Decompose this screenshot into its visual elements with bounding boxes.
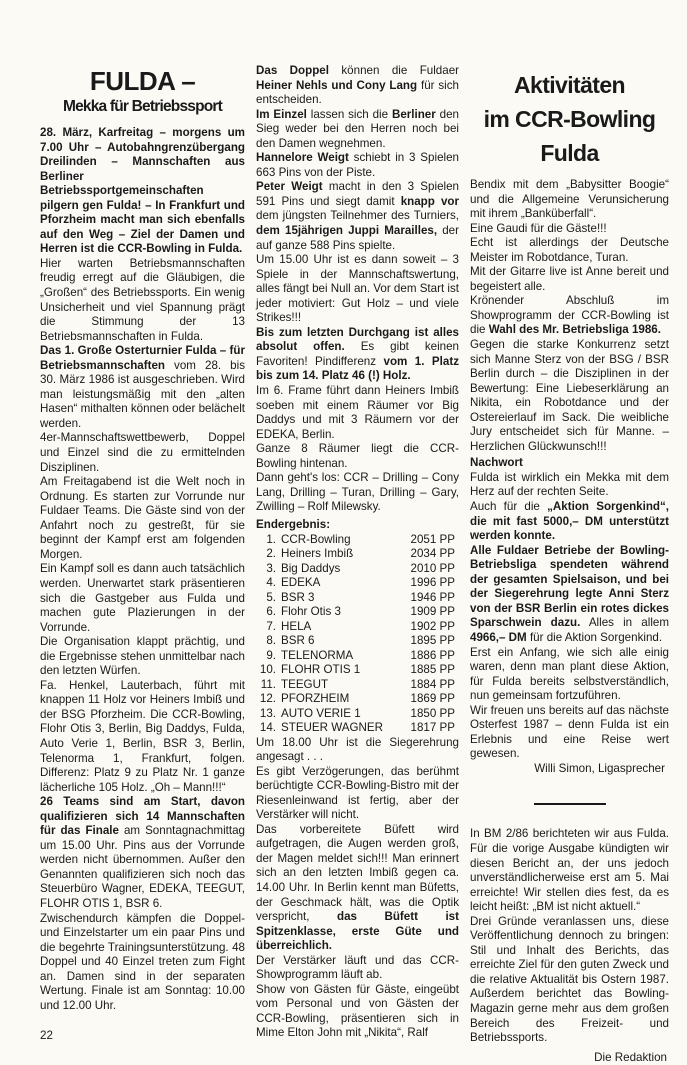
result-team: HELA	[281, 619, 312, 633]
right-article	[470, 64, 669, 1065]
results-row	[256, 663, 459, 678]
result-team: BSR 3	[281, 590, 315, 604]
result-team: TELENORMA	[281, 648, 354, 662]
paragraph	[40, 126, 245, 257]
text-run: Fa. Henkel, Lauterbach, führt mit knappen 11 Holz vor Heiners Imbiß und der BSG Pforzheim. Die CCR-Bowling, Flohr Otis 3, Berlin, Big Daddys, Fulda, Auto Verie 1, Berlin, BSR 3, Berlin, Telenorma 1, Frankfurt, folgen. Differenz: Platz 9 zu Platz Nr. 1 ganze lächerliche 105 Holz. „Oh – Mann!!!“	[40, 678, 245, 794]
result-team: EDEKA	[281, 576, 321, 589]
bold-text-run: 26 Teams sind am Start, davon qualifizieren sich 14 Mannschaften für das Finale	[40, 795, 245, 838]
result-team: FLOHR OTIS 1	[281, 663, 361, 676]
result-score: 2051 PP	[410, 532, 455, 546]
paragraph	[470, 338, 669, 454]
paragraph	[256, 471, 459, 515]
text-run: Hier warten Betriebsmannschaften freudig erregt auf die Gläubigen, die „Großen“ des Betriebssports. Ein wenig Unsicherheit und viel Spannung prägt die Stimmung der 13 Betriebsmannschaften in Fulda.	[40, 256, 245, 343]
paragraph	[256, 180, 459, 253]
result-team: CCR-Bowling	[281, 532, 351, 546]
signature: Willi Simon, Ligasprecher	[534, 761, 665, 775]
text-run: Die Organisation klappt prächtig, und die Ergebnisse stehen unmittelbar nach den letzten Würfen.	[40, 635, 245, 678]
paragraph	[40, 562, 245, 635]
left-article	[40, 64, 245, 1044]
paragraph	[40, 257, 245, 344]
paragraph	[256, 384, 459, 442]
paragraph	[470, 704, 669, 762]
bold-text-run: knapp vor	[400, 194, 460, 208]
text-run: der auf ganze 588 Pins spielte.	[256, 224, 459, 252]
bold-text-run: Das 1. Große Osterturnier Fulda – für Betriebsmannschaften	[40, 344, 245, 372]
text-run: Alles in allem	[580, 616, 669, 630]
result-rank: 10.	[259, 663, 276, 676]
divider	[534, 803, 606, 805]
editor-signature: Die Redaktion	[594, 1050, 667, 1064]
middle-body-before	[256, 64, 459, 515]
result-team: BSR 6	[281, 634, 315, 647]
paragraph	[256, 983, 459, 1041]
result-rank: 6.	[266, 605, 276, 618]
result-rank: 12.	[259, 692, 276, 705]
bold-text-run: dem 15jährigen Juppi Marailles,	[256, 224, 438, 238]
text-run: macht in den 3 Spielen 591 Pins und siegt damit	[256, 180, 459, 208]
paragraph	[256, 151, 459, 180]
paragraph	[40, 635, 245, 679]
bold-text-run: Hannelore Weigt	[256, 151, 349, 165]
paragraph	[470, 294, 669, 338]
text-run: Fulda ist wirklich ein Mekka mit dem Herz auf der rechten Seite.	[470, 470, 669, 499]
text-run: für sich entscheiden.	[256, 78, 459, 107]
bold-text-run: Das Doppel	[256, 64, 329, 77]
text-run: Dann geht's los: CCR – Drilling – Cony Lang, Drilling – Turan, Drilling – Gary, Zwilling – Rolf Milewsky.	[256, 471, 459, 514]
paragraph	[256, 736, 459, 765]
text-run: Mit der Gitarre live ist Anne bereit und begeistert alle.	[470, 265, 669, 293]
result-rank: 2.	[266, 547, 276, 560]
result-rank: 14.	[259, 721, 276, 734]
text-run: Es gibt keinen Favoriten! Pindifferenz	[256, 340, 459, 368]
bold-text-run: Im Einzel	[256, 107, 307, 121]
result-team: TEEGUT	[281, 677, 329, 691]
text-run: am Sonntagnachmittag um 15.00 Uhr. Pins aus der Vorrunde werden nicht übernommen. Außer den Genannten qualifizieren sich noch das Steuerbüro Wagner, EDEKA, TEEGUT, FLOHR OTIS 1, BSR 6.	[40, 824, 245, 910]
results-row	[256, 605, 459, 620]
middle-body-after	[256, 736, 459, 1041]
text-run: Auch für die	[470, 500, 548, 514]
results-row	[256, 678, 459, 693]
result-score: 1895 PP	[410, 634, 455, 647]
result-rank: 4.	[266, 576, 276, 589]
result-rank: 11.	[260, 677, 276, 691]
bold-text-run: Bis zum letzten Durchgang ist alles absolut offen.	[256, 325, 459, 354]
headline-line: Mekka für Betriebssport	[62, 98, 223, 115]
editor-note	[470, 827, 669, 1045]
bold-text-run: Wahl des Mr. Betriebsliga 1986.	[488, 323, 661, 337]
right-headline	[470, 68, 669, 170]
paragraph	[470, 915, 669, 1046]
bold-text-run: Alle Fuldaer Betriebe der Bowling-Betriebsliga spendeten während der gesamten Spielsaison, und bei der Siegerehrung legte Anni Sterz von der BSR Berlin ein rotes dickes Sparschwein dazu.	[470, 543, 669, 630]
text-run: dem jüngsten Teilnehmer des Turniers,	[256, 209, 459, 223]
results-row	[256, 721, 459, 736]
paragraph	[470, 827, 669, 914]
bold-text-run: „Aktion Sorgenkind“, die mit fast 5000,– DM unterstützt werden konnte.	[470, 500, 670, 543]
results-row	[256, 649, 459, 664]
headline-line: Aktivitäten	[514, 72, 625, 98]
nachwort-body	[470, 471, 669, 762]
paragraph	[256, 108, 459, 152]
paragraph	[470, 471, 669, 500]
text-run: Ganze 8 Räumer liegt die CCR-Bowling hintenan.	[256, 442, 459, 470]
text-run: für die Aktion Sorgenkind.	[526, 630, 663, 644]
results-heading: Endergebnis:	[256, 517, 331, 531]
paragraph	[40, 475, 245, 562]
text-run: Eine Gaudi für die Gäste!!!	[470, 221, 607, 235]
paragraph	[40, 344, 245, 431]
result-score: 1885 PP	[410, 663, 455, 676]
paragraph	[40, 795, 245, 911]
result-rank: 7.	[266, 619, 276, 633]
paragraph	[256, 823, 459, 954]
paragraph	[470, 222, 669, 237]
text-run: schiebt in 3 Spielen 663 Pins von der Piste.	[256, 151, 459, 179]
results-row	[256, 591, 459, 606]
result-rank: 1.	[266, 532, 276, 546]
headline-line: im CCR-Bowling	[483, 106, 656, 132]
results-row	[256, 692, 459, 707]
paragraph	[40, 912, 245, 1014]
text-run: Um 15.00 Uhr ist es dann soweit – 3 Spiele in der Mannschaftswertung, alles fängt bei Null an. Vor dem Start ist jeder motiviert: Gut Holz – und viele Strikes!!!	[256, 253, 459, 325]
results-row	[256, 634, 459, 649]
result-rank: 3.	[266, 561, 276, 575]
text-run: Wir freuen uns bereits auf das nächste Osterfest 1987 – denn Fulda ist ein Erlebnis und eine Reise wert gewesen.	[470, 703, 669, 761]
result-score: 1884 PP	[410, 677, 455, 691]
headline-line: FULDA –	[89, 66, 196, 96]
text-run: Show von Gästen für Gäste, eingeübt vom Personal und von Gästen der CCR-Bowling, präsentieren sich in Mime Elton John mit „Nikita“, Ralf	[256, 982, 459, 1040]
bold-text-run: vom 1. Platz bis zum 14. Platz 46 (!) Holz.	[256, 354, 459, 383]
text-run: Gegen die starke Konkurrenz setzt sich Manne Sterz von der BSG / BSR Berlin durch – die Disziplinen in der Bewertung: Eine Liebeserklärung an Nikita, ein Robotdance und der Ostereierlauf im Sack. Die weibliche Jury entscheidet sich für Manne. – Herzlichen Glückwunsch!!!	[470, 338, 669, 453]
result-score: 1817 PP	[410, 721, 455, 734]
bold-text-run: 4966,– DM	[470, 630, 527, 644]
text-run: Ein Kampf soll es dann auch tatsächlich werden. Unerwartet stark präsentieren sich die Gastgeber aus Fulda und machen gute Plazierungen in der Vorrunde.	[40, 562, 245, 634]
result-score: 1909 PP	[410, 605, 455, 618]
left-article-body	[40, 126, 245, 1013]
text-run: Das vorbereitete Büfett wird aufgetragen, die Augen werden groß, der Magen meldet sich!!! Man erinnert sich an den letzten Imbiß gegen ca. 14.00 Uhr. In Berlin kennt man Büfetts, der Geschmack hält, was die Optik verspricht,	[256, 822, 459, 924]
text-run: Drei Gründe veranlassen uns, diese Veröffentlichung dennoch zu bringen: Stil und Inhalt des Berichts, das erreichte Ziel für den guten Zweck und die relative Aktualität bis Ostern 1987. Außerdem berichtet das Bowling-Magazin gerne mehr aus dem großen Bereich des Freizeit- und Betriebssports.	[470, 914, 669, 1045]
result-rank: 5.	[266, 590, 276, 604]
result-score: 1946 PP	[410, 590, 455, 604]
result-team: Big Daddys	[281, 561, 341, 575]
text-run: Der Verstärker läuft und das CCR-Showprogramm läuft ab.	[256, 953, 459, 982]
result-score: 2010 PP	[410, 561, 455, 575]
paragraph	[256, 64, 459, 108]
text-run: 4er-Mannschaftswettbewerb, Doppel und Einzel sind die zu ermittelnden Disziplinen.	[40, 431, 245, 474]
paragraph	[470, 178, 669, 222]
results-row	[256, 547, 459, 562]
text-run: können die Fuldaer	[328, 64, 460, 77]
text-run: Krönender Abschluß im Showprogramm der CCR-Bowling ist die	[470, 294, 669, 337]
text-run: vom 28. bis 30. März 1986 ist ausgeschrieben. Wird man leistungsmäßig mit den „alten Hasen“ mithalten können oder belächelt werden.	[40, 358, 245, 430]
paragraph	[256, 954, 459, 983]
paragraph	[256, 765, 459, 823]
result-team: Flohr Otis 3	[281, 605, 341, 618]
result-score: 2034 PP	[410, 547, 455, 560]
text-run: Im 6. Frame führt dann Heiners Imbiß soeben mit einem Räumer vor Big Daddys und mit 3 Räumern vor der EDEKA, Berlin.	[256, 384, 459, 441]
result-rank: 9.	[266, 648, 276, 662]
bold-text-run: 28. März, Karfreitag – morgens um 7.00 Uhr – Autobahngrenzübergang Dreilinden – Mannschaften aus Berliner Betriebssportgemeinschaften pilgern gen Fulda! – In Frankfurt und Pforzheim macht man sich ebenfalls auf den Weg – Ziel der Damen und Herren ist die CCR-Bowling in Fulda.	[40, 126, 245, 256]
result-score: 1886 PP	[410, 648, 455, 662]
text-run: Zwischendurch kämpfen die Doppel- und Einzelstarter um ein paar Pins und die begehrte Trainingsunterstützung. 48 Doppel und 40 Einzel treten zum Fight an. Damen sind in der separaten Wertung. Finale ist am Sonntag: 10.00 und 12.00 Uhr.	[40, 911, 245, 1012]
middle-column	[256, 64, 459, 1041]
result-score: 1996 PP	[410, 576, 455, 589]
text-run: Am Freitagabend ist die Welt noch in Ordnung. Es starten zur Vorrunde nur Fuldaer Teams. Die Gäste sind von der Anfahrt noch zu gestreßt, für sie beginnt der Kampf erst am folgenden Morgen.	[40, 475, 245, 561]
headline-line: Fulda	[540, 140, 599, 166]
paragraph	[470, 646, 669, 704]
paragraph	[40, 679, 245, 795]
paragraph	[256, 253, 459, 326]
paragraph	[470, 500, 669, 544]
results-row	[256, 576, 459, 591]
result-team: PFORZHEIM	[281, 692, 350, 705]
paragraph	[256, 442, 459, 471]
result-rank: 8.	[266, 634, 276, 647]
text-run: Erst ein Anfang, wie sich alle einig waren, denn man plant diese Aktion, für Fulda bereits selbstverständlich, nun gemeinsam fortzuführen.	[470, 645, 669, 703]
text-run: den Sieg weder bei den Herren noch bei den Damen wegnehmen.	[256, 107, 459, 150]
bold-text-run: Peter Weigt	[256, 180, 323, 194]
page-number: 22	[40, 1029, 53, 1043]
result-score: 1869 PP	[410, 692, 455, 705]
paragraph	[40, 431, 245, 475]
results-row	[256, 707, 459, 722]
results-row	[256, 562, 459, 577]
result-team: STEUER WAGNER	[281, 721, 383, 734]
bold-text-run: das Büfett ist Spitzenklasse, erste Güte und überreichlich.	[256, 910, 459, 953]
results-table	[256, 533, 459, 736]
result-score: 1850 PP	[410, 706, 455, 720]
paragraph	[470, 544, 669, 646]
results-row	[256, 533, 459, 548]
bold-text-run: Berliner	[391, 107, 436, 121]
text-run: Echt ist allerdings der Deutsche Meister im Robotdance, Turan.	[470, 236, 669, 264]
result-team: Heiners Imbiß	[281, 547, 354, 560]
right-article-body	[470, 178, 669, 454]
left-headline	[40, 66, 245, 118]
text-run: In BM 2/86 berichteten wir aus Fulda. Für die vorige Ausgabe kündigten wir diesen Bericht an, der uns jedoch unverständlicherweise erst am 5. Mai erreichte! Wir stellen dies fest, da es leicht heißt: „BM ist nicht aktuell.“	[470, 827, 669, 914]
text-run: Es gibt Verzögerungen, das berühmt berüchtigte CCR-Bowling-Bistro mit der Riesenleinwand ist fertig, aber der Verstärker will nicht.	[256, 764, 459, 822]
result-score: 1902 PP	[410, 619, 455, 633]
result-rank: 13.	[259, 706, 276, 720]
bold-text-run: Heiner Nehls und Cony Lang	[256, 78, 418, 92]
paragraph	[470, 265, 669, 294]
paragraph	[470, 236, 669, 265]
text-run: lassen sich die	[306, 107, 392, 121]
nachwort-heading: Nachwort	[470, 456, 523, 470]
paragraph	[256, 326, 459, 384]
text-run: Um 18.00 Uhr ist die Siegerehrung angesagt . . .	[256, 735, 459, 764]
result-team: AUTO VERIE 1	[281, 706, 361, 720]
results-row	[256, 620, 459, 635]
text-run: Bendix mit dem „Babysitter Boogie“ und die Allgemeine Verunsicherung mit ihrem „Banküberfall“.	[470, 178, 669, 221]
